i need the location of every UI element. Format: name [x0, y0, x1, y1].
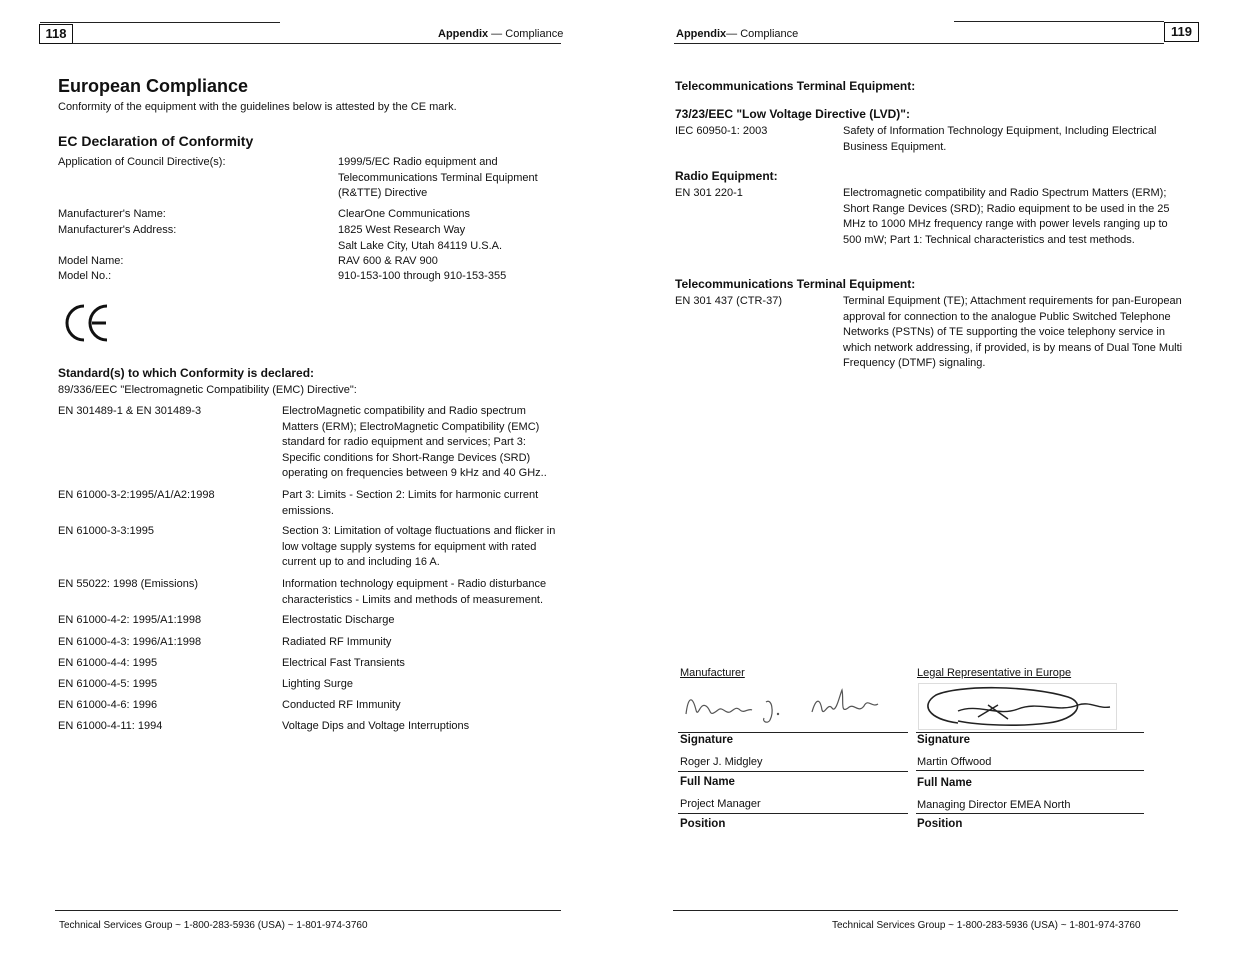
standard-code: EN 61000-4-5: 1995: [58, 678, 158, 690]
standard-description: Electrical Fast Transients: [282, 657, 405, 669]
standard-code: EN 61000-4-4: 1995: [58, 657, 158, 669]
standard-description: Section 3: Limitation of voltage fluctuations and flicker in low voltage supply systems for equipment with rated current up to and including 16 A.: [282, 525, 556, 568]
signature-label: Signature: [680, 734, 734, 746]
standard-code: EN 61000-4-2: 1995/A1:1998: [58, 614, 202, 626]
full-name-rule: [916, 770, 1144, 771]
standard-description: Voltage Dips and Voltage Interruptions: [282, 720, 470, 732]
emc-directive: 89/336/EEC "Electromagnetic Compatibility (EMC) Directive":: [58, 384, 357, 396]
header-subsection: Compliance: [740, 28, 799, 40]
footer-text: Technical Services Group ~ 1-800-283-5936 (USA) ~ 1-801-974-3760: [832, 920, 1141, 931]
lvd-heading: 73/23/EEC "Low Voltage Directive (LVD)":: [675, 107, 910, 121]
full-name-label: Full Name: [680, 776, 735, 788]
footer-rule: [673, 910, 1178, 911]
header-top-rule: [954, 21, 1164, 22]
position-label: Position: [680, 818, 726, 830]
declaration-label: Manufacturer's Name:: [58, 208, 166, 220]
header-bottom-rule: [72, 43, 561, 44]
position-label: Position: [917, 818, 963, 830]
declaration-value: 1999/5/EC Radio equipment and Telecommunications Terminal Equipment (R&TTE) Directive: [338, 156, 538, 199]
position-rule: [916, 813, 1144, 814]
representative-position: Managing Director EMEA North: [917, 799, 1071, 811]
standards-heading: Standard(s) to which Conformity is declared:: [58, 366, 315, 380]
declaration-label: Model No.:: [58, 270, 112, 282]
standard-description: Part 3: Limits - Section 2: Limits for harmonic current emissions.: [282, 489, 539, 517]
page-title: European Compliance: [58, 76, 249, 96]
representative-full-name: Martin Offwood: [917, 756, 992, 768]
manufacturer-position: Project Manager: [680, 798, 761, 810]
declaration-value: 1825 West Research Way Salt Lake City, Utah 84119 U.S.A.: [338, 224, 503, 252]
telecom-heading: Telecommunications Terminal Equipment:: [675, 277, 916, 291]
standard-code: EN 61000-4-3: 1996/A1:1998: [58, 636, 202, 648]
representative-heading: Legal Representative in Europe: [917, 667, 1072, 679]
signature-rule: [916, 732, 1144, 733]
left-page: [0, 0, 617, 954]
declaration-value: RAV 600 & RAV 900: [338, 255, 438, 267]
footer-rule: [55, 910, 561, 911]
header-bottom-rule: [674, 43, 1164, 44]
standard-code: EN 301489-1 & EN 301489-3: [58, 405, 202, 417]
full-name-rule: [678, 771, 908, 772]
full-name-label: Full Name: [917, 777, 972, 789]
standard-description: Lighting Surge: [282, 678, 353, 690]
manufacturer-full-name: Roger J. Midgley: [680, 756, 763, 768]
right-page: [618, 0, 1235, 954]
representative-signature: [918, 683, 1118, 731]
position-rule: [678, 813, 908, 814]
page-number: 118: [39, 24, 73, 44]
header-section: Appendix: [676, 28, 727, 40]
header-separator: —: [726, 28, 741, 40]
page-number: 119: [1164, 22, 1199, 42]
radio-code: EN 301 220-1: [675, 187, 743, 199]
manufacturer-heading: Manufacturer: [680, 667, 745, 679]
header-top-rule: [40, 22, 280, 23]
declaration-value: ClearOne Communications: [338, 208, 471, 220]
ce-mark-icon: [64, 303, 110, 343]
intro-text: Conformity of the equipment with the guidelines below is attested by the CE mark.: [58, 101, 457, 113]
running-header: [438, 28, 563, 40]
standard-description: Information technology equipment - Radio disturbance characteristics - Limits and methods of measurement.: [282, 578, 547, 606]
declaration-label: Model Name:: [58, 255, 124, 267]
telecom-code: EN 301 437 (CTR-37): [675, 295, 782, 307]
standard-code: EN 55022: 1998 (Emissions): [58, 578, 199, 590]
telecom-heading: Telecommunications Terminal Equipment:: [675, 79, 916, 93]
lvd-description: Safety of Information Technology Equipment, Including Electrical Business Equipment.: [843, 125, 1157, 153]
header-subsection: Compliance: [505, 28, 564, 40]
standard-description: Conducted RF Immunity: [282, 699, 401, 711]
standard-code: EN 61000-3-2:1995/A1/A2:1998: [58, 489, 215, 501]
standard-code: EN 61000-4-11: 1994: [58, 720, 163, 732]
footer-text: Technical Services Group ~ 1-800-283-5936 (USA) ~ 1-801-974-3760: [59, 920, 368, 931]
standard-code: EN 61000-4-6: 1996: [58, 699, 158, 711]
standard-description: Electrostatic Discharge: [282, 614, 395, 626]
header-section: Appendix: [438, 28, 489, 40]
header-separator: —: [488, 28, 506, 40]
radio-description: Electromagnetic compatibility and Radio Spectrum Matters (ERM); Short Range Devices (SRD); Radio equipment to be used in the 25 MHz to 1000 MHz frequency range with power levels ranging up to 500 mW; Part 1: Technical characteristics and test methods.: [843, 187, 1170, 246]
declaration-value: 910-153-100 through 910-153-355: [338, 270, 507, 282]
declaration-label: Application of Council Directive(s):: [58, 156, 226, 168]
ec-declaration-heading: EC Declaration of Conformity: [58, 133, 254, 149]
running-header: [676, 28, 798, 40]
signature-label: Signature: [917, 734, 971, 746]
manufacturer-signature: [682, 684, 892, 730]
lvd-code: IEC 60950-1: 2003: [675, 125, 768, 137]
signature-rule: [678, 732, 908, 733]
telecom-description: Terminal Equipment (TE); Attachment requirements for pan-European approval for connection to the analogue Public Switched Telephone Networks (PSTNs) of TE supporting the voice telephony service in which network addressing, if provided, is by means of Dual Tone Multi Frequency (DTMF) signaling.: [843, 295, 1183, 369]
standard-description: Radiated RF Immunity: [282, 636, 392, 648]
declaration-label: Manufacturer's Address:: [58, 224, 177, 236]
standard-code: EN 61000-3-3:1995: [58, 525, 155, 537]
standard-description: ElectroMagnetic compatibility and Radio spectrum Matters (ERM); ElectroMagnetic Compatibility (EMC) standard for radio equipment and services; Part 3: Specific conditions for Short-Range Devices (SRD) operating on frequencies between 9 kHz and 40 GHz..: [282, 405, 547, 479]
radio-heading: Radio Equipment:: [675, 169, 778, 183]
